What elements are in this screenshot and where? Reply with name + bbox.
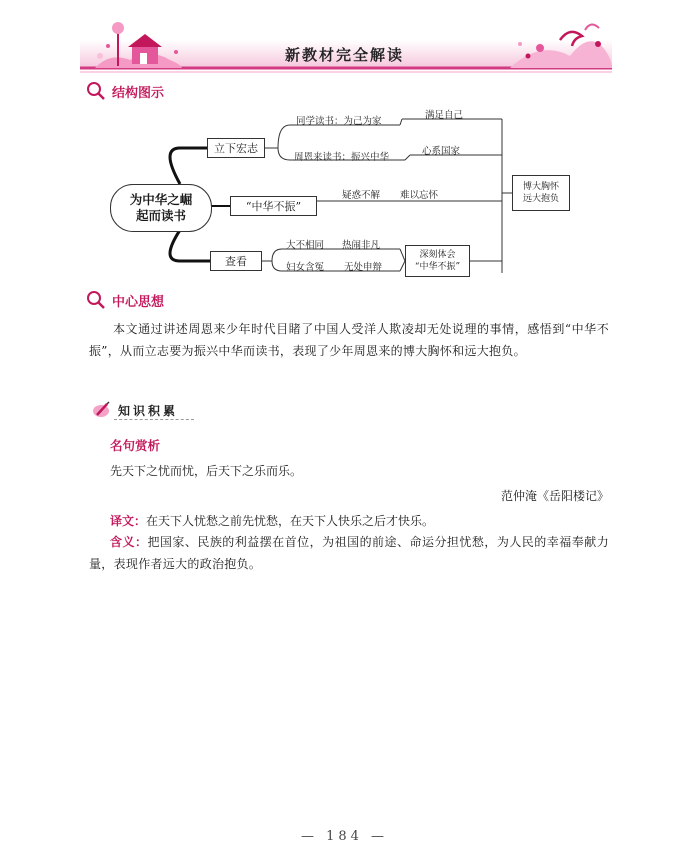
book-title: 新教材完全解读 (284, 46, 404, 64)
page-number: — 184 — (300, 829, 389, 844)
section-heading-text: 中心思想 (112, 294, 165, 310)
section-heading-main-idea (84, 289, 164, 311)
feeling-line-1: 深刻体会 (419, 250, 456, 260)
branch3-item2b: 无处申辩 (344, 262, 383, 273)
section-heading-text: 结构图示 (112, 85, 165, 101)
branch1-item1: 同学读书：为己为家 (296, 116, 382, 127)
magnifier-icon (84, 289, 110, 311)
mindmap-center-node (110, 184, 212, 232)
center-line-2: 起而读书 (135, 208, 186, 223)
section-heading-text: 知识积累 (118, 403, 179, 418)
center-line-1: 为中华之崛 (129, 192, 193, 207)
meaning-label: 含义： (110, 535, 148, 549)
heading-underline (114, 419, 194, 420)
structure-mindmap (100, 103, 600, 283)
magnifier-icon (84, 80, 110, 102)
branch2-item1-note: 难以忘怀 (400, 190, 439, 201)
main-idea-paragraph: 本文通过讲述周恩来少年时代目睹了中国人受洋人欺凌却无处说理的事情，感悟到“中华不振”，从而立志要为振兴中华而读书，表现了少年周恩来的博大胸怀和远大抱负。 (89, 322, 609, 358)
branch2-item1: 疑惑不解 (342, 190, 381, 201)
feeling-line-2: “中华不振” (414, 262, 461, 272)
feeling-box (405, 245, 470, 277)
meaning-text: 把国家、民族的利益摆在首位，为祖国的前途、命运分担忧愁，为人民的幸福奉献力量，表现作者远大的政治抱负。 (89, 535, 609, 571)
branch3-item1a: 大不相同 (286, 240, 325, 251)
translation-line (110, 512, 434, 529)
page-header (0, 0, 689, 80)
conclusion-line-1: 博大胸怀 (522, 182, 559, 192)
branch1-item2: 周恩来读书：振兴中华 (294, 152, 390, 163)
branch-box-zhonghuabuzhen: “中华不振” (230, 196, 317, 216)
subheading-quote: 名句赏析 (110, 438, 161, 453)
branch3-item1b: 热闹非凡 (342, 240, 381, 251)
section-heading-knowledge (92, 400, 178, 420)
translation-text: 在天下人忧愁之前先忧愁，在天下人快乐之后才快乐。 (146, 514, 435, 528)
branch1-item2-note: 心系国家 (422, 146, 461, 157)
translation-label: 译文： (110, 514, 147, 528)
branch3-item2a: 妇女含冤 (286, 262, 325, 273)
conclusion-line-2: 远大抱负 (522, 194, 559, 204)
header-decoration (0, 0, 689, 80)
conclusion-box (512, 175, 570, 211)
branch1-item1-note: 满足自己 (425, 110, 464, 121)
meaning-paragraph (89, 531, 609, 575)
quote-text: 先天下之忧而忧，后天下之乐而乐。 (110, 464, 303, 478)
quote-source: 范仲淹《岳阳楼记》 (500, 489, 609, 503)
pen-icon (92, 400, 112, 420)
branch-box-chakan: 查看 (210, 251, 262, 271)
branch-box-lixiahongzhi: 立下宏志 (207, 138, 265, 158)
section-heading-structure (84, 80, 164, 102)
